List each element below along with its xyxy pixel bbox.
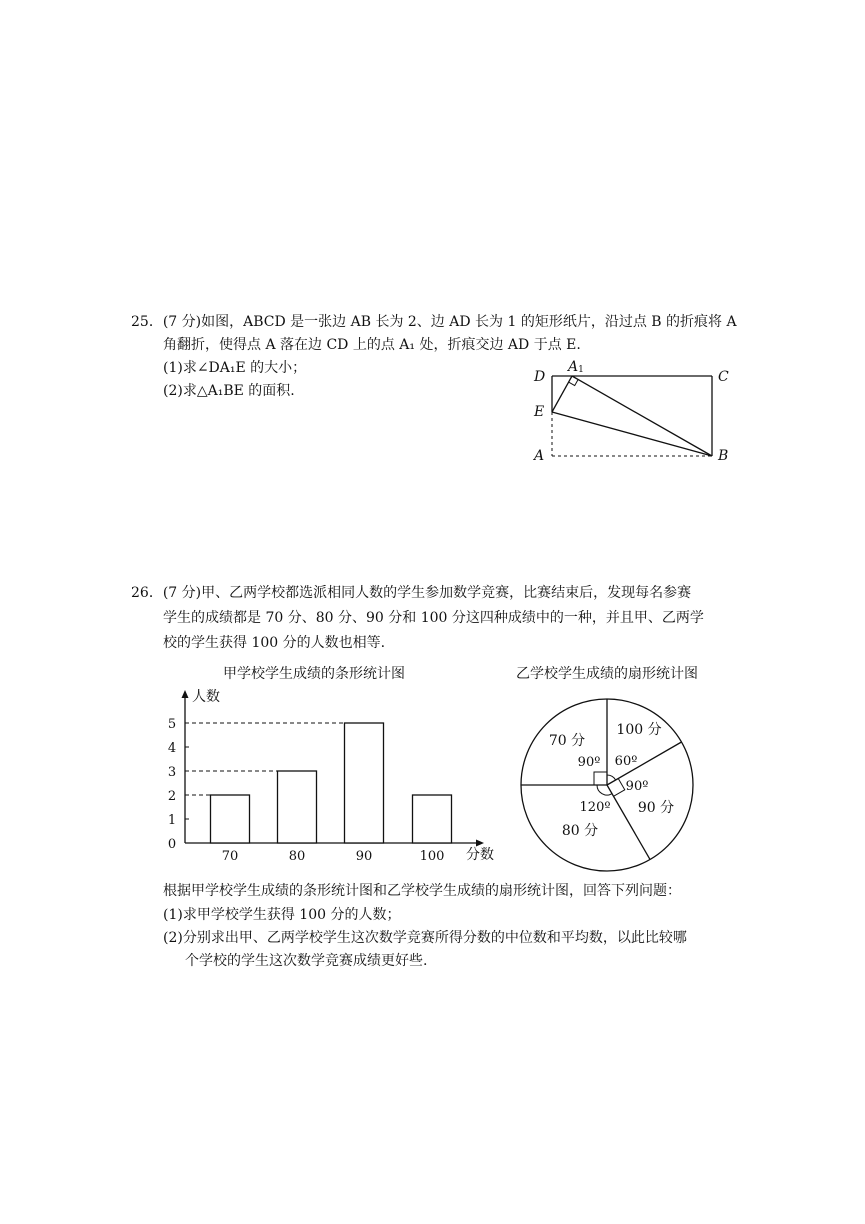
rectangle-fold-figure <box>520 358 740 468</box>
q25-line1: 25．(7 分)如图，ABCD 是一张边 AB 长为 2、边 AD 长为 1 的矩形纸片，沿过点 B 的折痕将 A <box>131 314 737 330</box>
angle-label-1: 90º <box>625 779 649 794</box>
y-tick-label: 2 <box>167 789 177 804</box>
pie-chart-title: 乙学校学生成绩的扇形统计图 <box>516 666 698 682</box>
label-A1: A1 <box>568 359 584 375</box>
angle-label-3: 90º <box>577 755 601 770</box>
bar-chart-title: 甲学校学生成绩的条形统计图 <box>223 666 405 682</box>
bar-70 <box>211 795 250 843</box>
label-A: A <box>534 448 545 464</box>
crease-EB <box>552 412 712 456</box>
angle-label-0: 60º <box>614 754 638 769</box>
x-tick-label: 80 <box>288 849 306 864</box>
y-tick-label: 0 <box>167 837 177 852</box>
angle-label-2: 120º <box>579 800 611 815</box>
bar-chart <box>150 658 510 868</box>
pie-chart <box>505 658 715 873</box>
slice-label-0: 100 分 <box>616 722 662 738</box>
x-tick-label: 70 <box>221 849 239 864</box>
q26-sub2-continued: 个学校的学生这次数学竞赛成绩更好些. <box>185 953 428 969</box>
slice-label-1: 90 分 <box>637 800 675 816</box>
q25-line2: 角翻折，使得点 A 落在边 CD 上的点 A₁ 处，折痕交边 AD 于点 E. <box>163 337 581 353</box>
y-tick-label: 1 <box>167 813 177 828</box>
q26-after-text: 根据甲学校学生成绩的条形统计图和乙学校学生成绩的扇形统计图，回答下列问题： <box>163 883 681 899</box>
q26-sub2: (2)分别求出甲、乙两学校学生这次数学竞赛所得分数的中位数和平均数，以此比较哪 <box>163 930 687 946</box>
bar-chart-ylabel: 人数 <box>192 689 220 705</box>
label-B: B <box>718 448 729 464</box>
slice-label-2: 80 分 <box>561 823 599 839</box>
q25-sub2: (2)求△A₁BE 的面积. <box>163 383 295 399</box>
bar-chart-xlabel: 分数 <box>466 847 494 863</box>
bar-100 <box>413 795 452 843</box>
y-axis-arrow <box>182 690 189 698</box>
y-tick-label: 5 <box>167 717 177 732</box>
label-C: C <box>718 369 729 385</box>
x-axis-arrow <box>476 840 484 847</box>
y-tick-label: 4 <box>167 741 177 756</box>
bar-80 <box>278 771 317 843</box>
bar-90 <box>345 723 384 843</box>
q26-sub1: (1)求甲学校学生获得 100 分的人数； <box>163 907 401 923</box>
q26-line1: 26．(7 分)甲、乙两学校都选派相同人数的学生参加数学竞赛，比赛结束后，发现每名参赛 <box>131 585 692 601</box>
x-tick-label: 100 <box>419 849 445 864</box>
label-D: D <box>534 369 546 385</box>
x-tick-label: 90 <box>355 849 373 864</box>
q26-line3: 校的学生获得 100 分的人数也相等. <box>163 635 386 651</box>
q26-line2: 学生的成绩都是 70 分、80 分、90 分和 100 分这四种成绩中的一种，并且甲、乙两学 <box>163 610 704 626</box>
slice-label-3: 70 分 <box>548 733 586 749</box>
q25-sub1: (1)求∠DA₁E 的大小； <box>163 360 307 376</box>
segment-A1B <box>572 376 712 456</box>
y-tick-label: 3 <box>167 765 177 780</box>
label-E: E <box>534 404 545 420</box>
segment-EA1 <box>552 376 572 412</box>
